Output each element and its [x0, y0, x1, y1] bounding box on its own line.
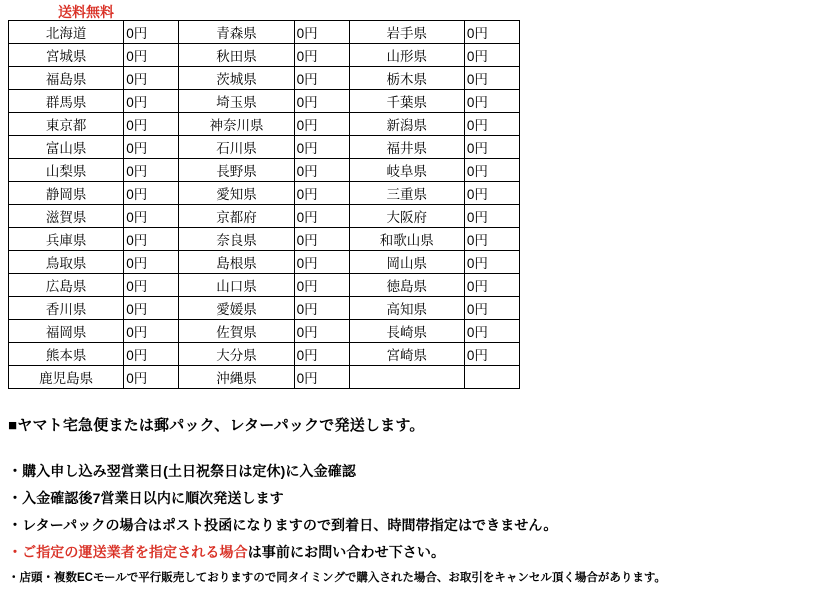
prefecture-cell: 徳島県: [349, 274, 464, 297]
table-row: [9, 320, 520, 343]
price-cell: 0円: [124, 159, 179, 182]
price-cell: 0円: [294, 228, 349, 251]
prefecture-cell: 福島県: [9, 67, 124, 90]
note-bullet-letterpack: ・レターパックの場合はポスト投函になりますので到着日、時間帯指定はできません。: [8, 517, 558, 533]
price-cell: 0円: [294, 274, 349, 297]
table-row: [9, 366, 520, 389]
price-cell: 0円: [294, 366, 349, 389]
prefecture-cell: 佐賀県: [179, 320, 294, 343]
price-cell: 0円: [124, 274, 179, 297]
prefecture-cell: 三重県: [349, 182, 464, 205]
prefecture-cell: 山口県: [179, 274, 294, 297]
shipping-fee-table: [8, 20, 520, 389]
prefecture-cell: 岩手県: [349, 21, 464, 44]
prefecture-cell: 新潟県: [349, 113, 464, 136]
table-row: [9, 182, 520, 205]
price-cell: 0円: [124, 113, 179, 136]
prefecture-cell: 山梨県: [9, 159, 124, 182]
note-carrier-red-text: ・ご指定の運送業者を指定される場合: [8, 544, 248, 560]
prefecture-cell: 愛知県: [179, 182, 294, 205]
price-cell: 0円: [464, 205, 519, 228]
prefecture-cell: 奈良県: [179, 228, 294, 251]
note-bullet-payment-confirm: ・購入申し込み翌営業日(土日祝祭日は定休)に入金確認: [8, 463, 356, 479]
price-cell: 0円: [464, 136, 519, 159]
empty-cell: [464, 366, 519, 389]
shipping-notes: [8, 414, 814, 585]
table-row: [9, 113, 520, 136]
table-row: [9, 297, 520, 320]
empty-cell: [349, 366, 464, 389]
prefecture-cell: 青森県: [179, 21, 294, 44]
price-cell: 0円: [124, 366, 179, 389]
price-cell: 0円: [464, 67, 519, 90]
price-cell: 0円: [124, 251, 179, 274]
price-cell: 0円: [464, 90, 519, 113]
price-cell: 0円: [294, 297, 349, 320]
price-cell: 0円: [464, 251, 519, 274]
free-shipping-label: 送料無料: [58, 4, 114, 20]
price-cell: 0円: [124, 320, 179, 343]
prefecture-cell: 栃木県: [349, 67, 464, 90]
prefecture-cell: 大阪府: [349, 205, 464, 228]
price-cell: 0円: [294, 44, 349, 67]
price-cell: 0円: [464, 297, 519, 320]
table-row: [9, 205, 520, 228]
note-carrier-black-text: は事前にお問い合わせ下さい。: [247, 544, 446, 560]
prefecture-cell: 大分県: [179, 343, 294, 366]
price-cell: 0円: [124, 297, 179, 320]
price-cell: 0円: [464, 343, 519, 366]
prefecture-cell: 静岡県: [9, 182, 124, 205]
prefecture-cell: 兵庫県: [9, 228, 124, 251]
price-cell: 0円: [294, 136, 349, 159]
prefecture-cell: 和歌山県: [349, 228, 464, 251]
prefecture-cell: 北海道: [9, 21, 124, 44]
table-row: [9, 21, 520, 44]
price-cell: 0円: [124, 182, 179, 205]
prefecture-cell: 福岡県: [9, 320, 124, 343]
table-row: [9, 228, 520, 251]
price-cell: 0円: [464, 320, 519, 343]
prefecture-cell: 埼玉県: [179, 90, 294, 113]
price-cell: 0円: [294, 67, 349, 90]
notes-heading: ■ヤマト宅急便または郵パック、レターパックで発送します。: [8, 417, 425, 434]
prefecture-cell: 島根県: [179, 251, 294, 274]
price-cell: 0円: [124, 343, 179, 366]
price-cell: 0円: [464, 113, 519, 136]
price-cell: 0円: [294, 251, 349, 274]
prefecture-cell: 宮城県: [9, 44, 124, 67]
prefecture-cell: 茨城県: [179, 67, 294, 90]
prefecture-cell: 京都府: [179, 205, 294, 228]
table-row: [9, 343, 520, 366]
price-cell: 0円: [124, 136, 179, 159]
price-cell: 0円: [124, 205, 179, 228]
price-cell: 0円: [464, 159, 519, 182]
shipping-fee-table-body: [9, 21, 520, 389]
prefecture-cell: 長野県: [179, 159, 294, 182]
table-row: [9, 67, 520, 90]
prefecture-cell: 富山県: [9, 136, 124, 159]
prefecture-cell: 千葉県: [349, 90, 464, 113]
price-cell: 0円: [464, 274, 519, 297]
note-fine-print: ・店頭・複数ECモールで平行販売しておりますので同タイミングで購入された場合、お取引をキャンセル頂く場合があります。: [8, 572, 666, 584]
price-cell: 0円: [464, 21, 519, 44]
price-cell: 0円: [294, 90, 349, 113]
table-row: [9, 159, 520, 182]
price-cell: 0円: [294, 205, 349, 228]
table-row: [9, 44, 520, 67]
price-cell: 0円: [124, 21, 179, 44]
price-cell: 0円: [294, 320, 349, 343]
prefecture-cell: 滋賀県: [9, 205, 124, 228]
prefecture-cell: 沖縄県: [179, 366, 294, 389]
prefecture-cell: 秋田県: [179, 44, 294, 67]
table-row: [9, 251, 520, 274]
prefecture-cell: 愛媛県: [179, 297, 294, 320]
table-row: [9, 274, 520, 297]
prefecture-cell: 広島県: [9, 274, 124, 297]
prefecture-cell: 鹿児島県: [9, 366, 124, 389]
price-cell: 0円: [294, 113, 349, 136]
price-cell: 0円: [294, 343, 349, 366]
prefecture-cell: 岡山県: [349, 251, 464, 274]
note-bullet-dispatch: ・入金確認後7営業日以内に順次発送します: [8, 490, 284, 506]
price-cell: 0円: [124, 44, 179, 67]
price-cell: 0円: [294, 159, 349, 182]
prefecture-cell: 鳥取県: [9, 251, 124, 274]
prefecture-cell: 香川県: [9, 297, 124, 320]
price-cell: 0円: [294, 21, 349, 44]
prefecture-cell: 群馬県: [9, 90, 124, 113]
price-cell: 0円: [124, 228, 179, 251]
prefecture-cell: 高知県: [349, 297, 464, 320]
price-cell: 0円: [294, 182, 349, 205]
prefecture-cell: 山形県: [349, 44, 464, 67]
price-cell: 0円: [124, 67, 179, 90]
prefecture-cell: 長崎県: [349, 320, 464, 343]
price-cell: 0円: [124, 90, 179, 113]
prefecture-cell: 熊本県: [9, 343, 124, 366]
price-cell: 0円: [464, 182, 519, 205]
prefecture-cell: 東京都: [9, 113, 124, 136]
prefecture-cell: 福井県: [349, 136, 464, 159]
table-row: [9, 136, 520, 159]
note-bullet-carrier-designation: [8, 542, 814, 562]
prefecture-cell: 岐阜県: [349, 159, 464, 182]
prefecture-cell: 神奈川県: [179, 113, 294, 136]
prefecture-cell: 宮崎県: [349, 343, 464, 366]
prefecture-cell: 石川県: [179, 136, 294, 159]
table-row: [9, 90, 520, 113]
price-cell: 0円: [464, 44, 519, 67]
price-cell: 0円: [464, 228, 519, 251]
